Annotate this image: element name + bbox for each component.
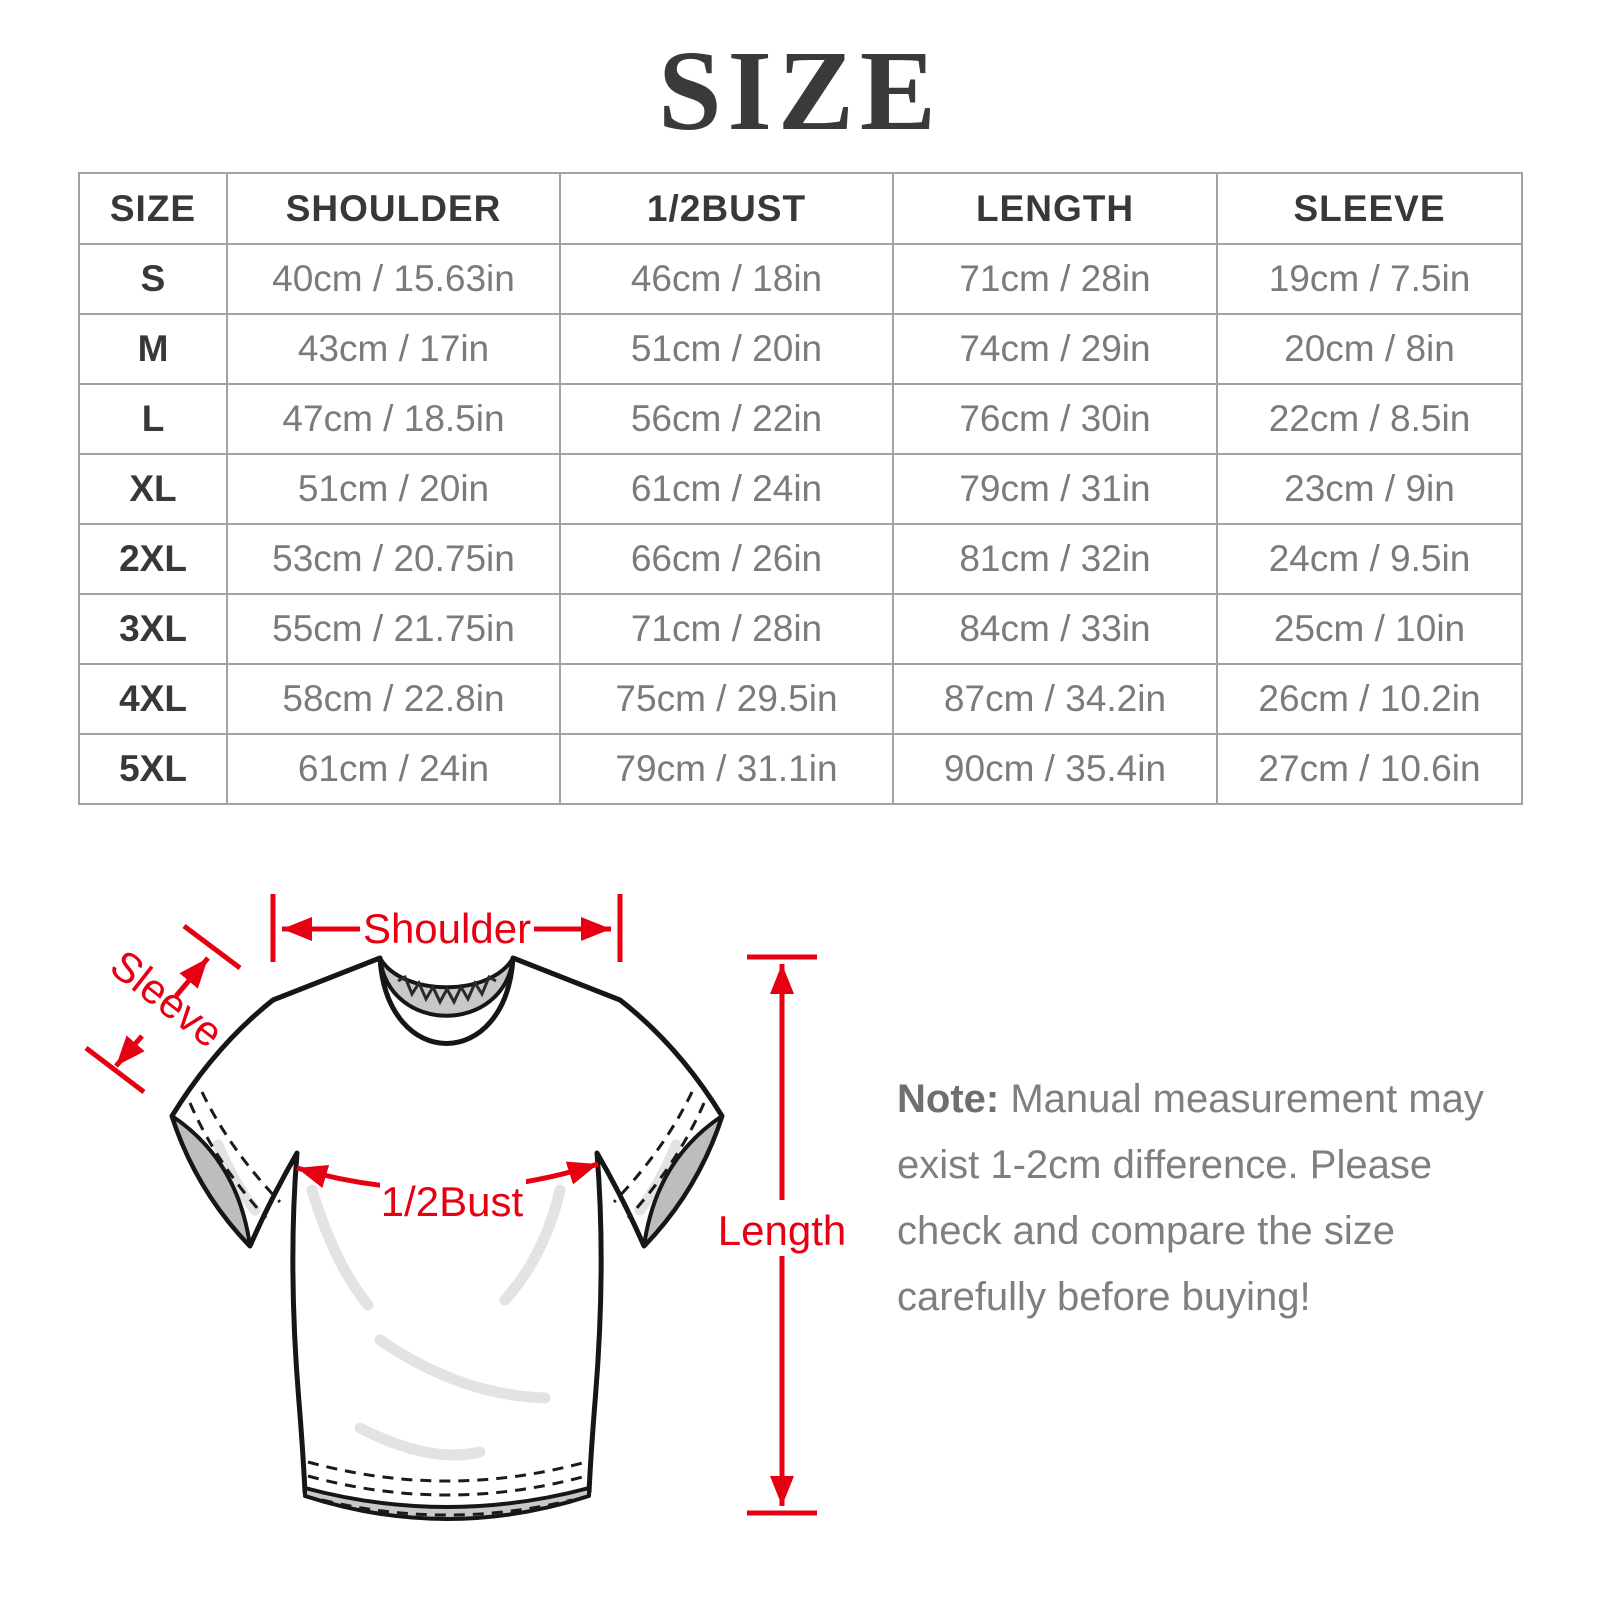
sleeve-label: Sleeve [101,940,232,1057]
column-header-shoulder: SHOULDER [227,173,560,244]
length-cell: 74cm / 29in [893,314,1217,384]
bust-cell: 46cm / 18in [560,244,893,314]
shoulder-cell: 55cm / 21.75in [227,594,560,664]
shoulder-cell: 58cm / 22.8in [227,664,560,734]
sleeve-cell: 19cm / 7.5in [1217,244,1522,314]
length-cell: 90cm / 35.4in [893,734,1217,804]
bust-cell: 66cm / 26in [560,524,893,594]
size-cell: 4XL [79,664,227,734]
sleeve-cell: 20cm / 8in [1217,314,1522,384]
bust-cell: 75cm / 29.5in [560,664,893,734]
length-label: Length [717,1207,847,1254]
length-cell: 84cm / 33in [893,594,1217,664]
size-cell: 2XL [79,524,227,594]
sleeve-cell: 22cm / 8.5in [1217,384,1522,454]
bust-label: 1/2Bust [380,1178,524,1225]
shoulder-cell: 61cm / 24in [227,734,560,804]
length-cell: 71cm / 28in [893,244,1217,314]
tshirt-drawing [172,958,722,1519]
length-cell: 76cm / 30in [893,384,1217,454]
length-cell: 87cm / 34.2in [893,664,1217,734]
column-header-length: LENGTH [893,173,1217,244]
column-header-sleeve: SLEEVE [1217,173,1522,244]
sleeve-cell: 25cm / 10in [1217,594,1522,664]
sleeve-cell: 27cm / 10.6in [1217,734,1522,804]
tshirt-body [172,958,722,1512]
length-measure [716,957,848,1513]
bust-cell: 56cm / 22in [560,384,893,454]
sleeve-tick-bottom [86,1048,144,1092]
bust-cell: 51cm / 20in [560,314,893,384]
shoulder-cell: 40cm / 15.63in [227,244,560,314]
size-cell: L [79,384,227,454]
shoulder-cell: 53cm / 20.75in [227,524,560,594]
note-prefix: Note: [897,1077,1000,1121]
length-cell: 81cm / 32in [893,524,1217,594]
shoulder-measure [273,894,620,962]
length-cell: 79cm / 31in [893,454,1217,524]
size-cell: XL [79,454,227,524]
measurement-note [897,1066,1501,1330]
size-cell: M [79,314,227,384]
sleeve-cell: 26cm / 10.2in [1217,664,1522,734]
size-cell: S [79,244,227,314]
sleeve-cell: 23cm / 9in [1217,454,1522,524]
bust-cell: 79cm / 31.1in [560,734,893,804]
size-cell: 5XL [79,734,227,804]
bust-cell: 71cm / 28in [560,594,893,664]
shoulder-cell: 47cm / 18.5in [227,384,560,454]
size-cell: 3XL [79,594,227,664]
column-header-size: SIZE [79,173,227,244]
shoulder-label: Shoulder [362,905,532,952]
column-header-bust: 1/2BUST [560,173,893,244]
note-body: Manual measurement may exist 1-2cm difference. Please check and compare the size carefully before buying! [897,1077,1484,1319]
sleeve-tick-top [184,926,240,968]
sleeve-arrow-down [116,1036,142,1066]
bust-cell: 61cm / 24in [560,454,893,524]
sleeve-cell: 24cm / 9.5in [1217,524,1522,594]
shoulder-cell: 43cm / 17in [227,314,560,384]
page-title: SIZE [658,27,942,154]
shoulder-cell: 51cm / 20in [227,454,560,524]
